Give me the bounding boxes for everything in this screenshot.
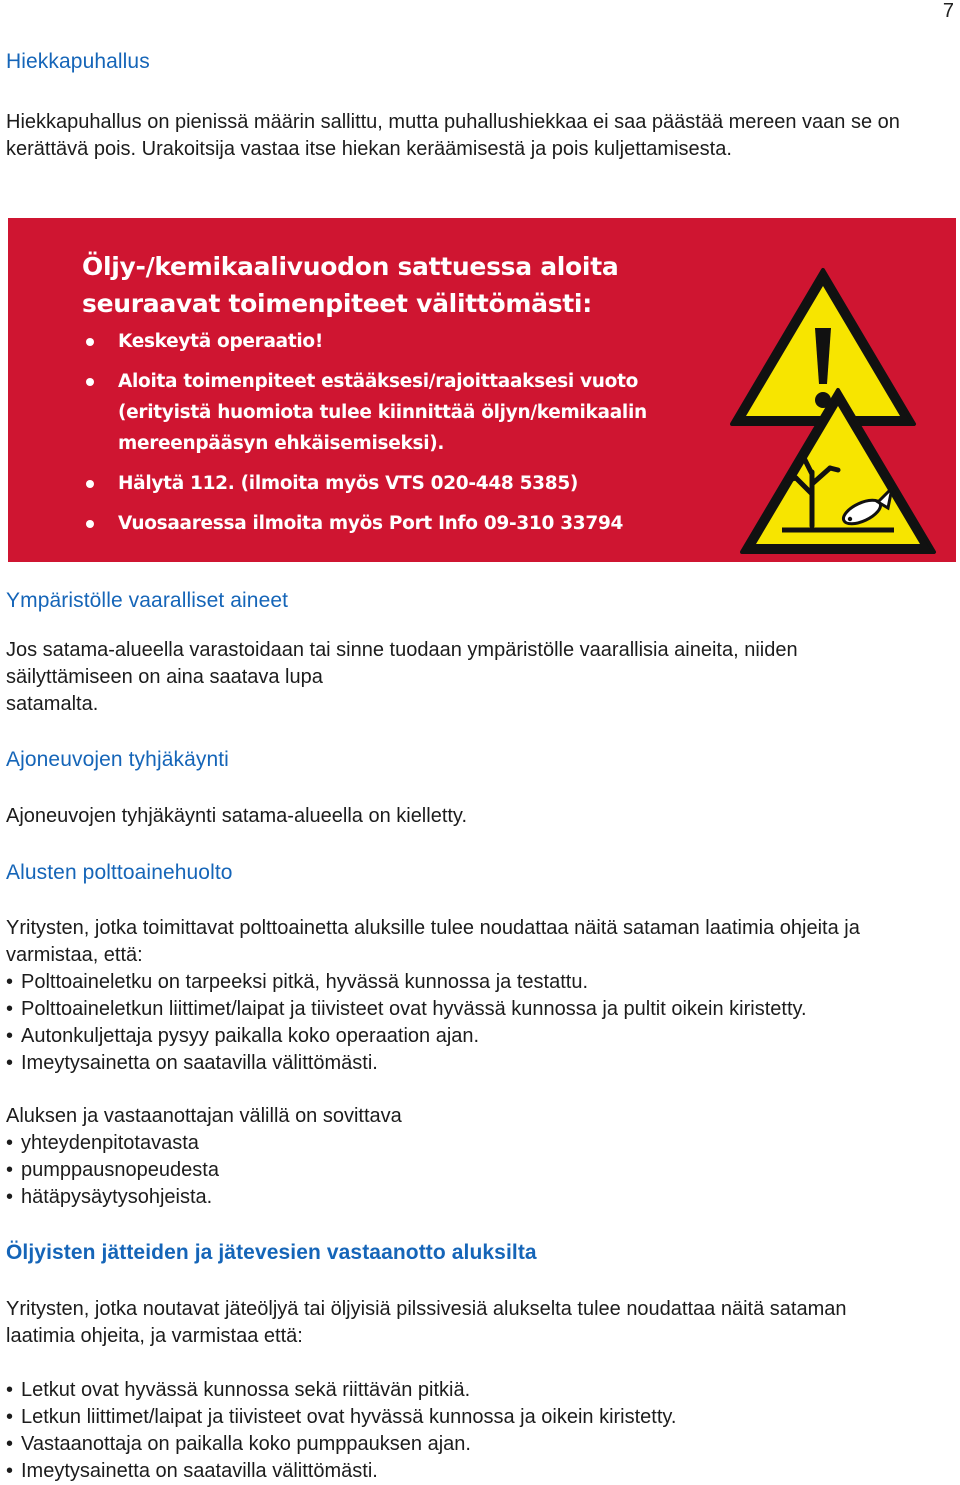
section-text-tyhjakaynti: Ajoneuvojen tyhjäkäynti satama-alueella on kielletty. bbox=[6, 805, 468, 827]
banner-title bbox=[82, 248, 618, 322]
section-intro-polttoainehuolto: Yritysten, jotka toimittavat polttoainetta aluksille tulee noudattaa näitä sataman laatimia ohjeita ja varmistaa, että: bbox=[6, 917, 860, 966]
list-item: • Polttoaineletkun liittimet/laipat ja tiivisteet ovat hyvässä kunnossa ja pultit oikein kiristetty. bbox=[6, 996, 954, 1023]
section-text-ymparistolle bbox=[6, 637, 954, 718]
list-item: • Polttoaineletku on tarpeeksi pitkä, hyvässä kunnossa ja testattu. bbox=[6, 969, 954, 996]
list-item: • pumppausnopeudesta bbox=[6, 1157, 954, 1184]
section-heading-polttoainehuolto: Alusten polttoainehuolto bbox=[6, 861, 233, 884]
text-line: säilyttämiseen on aina saatava lupa bbox=[6, 666, 323, 688]
text-line: Jos satama-alueella varastoidaan tai sinne tuodaan ympäristölle vaarallisia aineita, niiden bbox=[6, 639, 798, 661]
section-heading-hiekkapuhallus: Hiekkapuhallus bbox=[6, 50, 150, 73]
banner-item: Hälytä 112. (ilmoita myös VTS 020-448 5385) bbox=[82, 468, 722, 499]
list-item: • hätäpysäytysohjeista. bbox=[6, 1184, 954, 1211]
banner-title-line-2: seuraavat toimenpiteet välittömästi: bbox=[82, 289, 592, 318]
list-item: • Imeytysainetta on saatavilla välittömästi. bbox=[6, 1050, 954, 1077]
banner-title-line-1: Öljy-/kemikaalivuodon sattuessa aloita bbox=[82, 252, 619, 281]
page-number: 7 bbox=[942, 0, 954, 22]
section-intro2-polttoainehuolto: Aluksen ja vastaanottajan välillä on sovittava bbox=[6, 1105, 402, 1127]
banner-instruction-list bbox=[82, 326, 722, 548]
list-item: • Autonkuljettaja pysyy paikalla koko operaation ajan. bbox=[6, 1023, 954, 1050]
agreement-list bbox=[6, 1130, 954, 1211]
list-item: • Vastaanottaja on paikalla koko pumppauksen ajan. bbox=[6, 1431, 954, 1458]
banner-item: Vuosaaressa ilmoita myös Port Info 09-310 33794 bbox=[82, 508, 722, 539]
environmental-hazard-sign-icon bbox=[738, 386, 938, 556]
list-item: • Imeytysainetta on saatavilla välittömästi. bbox=[6, 1458, 954, 1485]
waste-reception-requirements-list bbox=[6, 1377, 954, 1485]
section-heading-ymparistolle: Ympäristölle vaaralliset aineet bbox=[6, 589, 289, 612]
section-heading-tyhjakaynti: Ajoneuvojen tyhjäkäynti bbox=[6, 748, 229, 771]
section-heading-jatteiden-vastaanotto: Öljyisten jätteiden ja jätevesien vastaanotto aluksilta bbox=[6, 1241, 537, 1264]
list-item: • yhteydenpitotavasta bbox=[6, 1130, 954, 1157]
banner-item: Keskeytä operaatio! bbox=[82, 326, 722, 357]
fueling-requirements-list bbox=[6, 969, 954, 1077]
oil-spill-warning-banner bbox=[8, 218, 956, 562]
section-intro-jatteiden-vastaanotto: Yritysten, jotka noutavat jäteöljyä tai öljyisiä pilssivesiä alukselta tulee noudattaa näitä sataman laatimia ohjeita, ja varmistaa että: bbox=[6, 1298, 847, 1347]
section-text-hiekkapuhallus: Hiekkapuhallus on pienissä määrin sallittu, mutta puhallushiekkaa ei saa päästää mereen vaan se on kerättävä pois. Urakoitsija vastaa itse hiekan keräämisestä ja pois kuljettamisesta. bbox=[6, 111, 900, 160]
list-item: • Letkun liittimet/laipat ja tiivisteet ovat hyvässä kunnossa ja oikein kiristetty. bbox=[6, 1404, 954, 1431]
text-line: satamalta. bbox=[6, 693, 99, 715]
list-item: • Letkut ovat hyvässä kunnossa sekä riittävän pitkiä. bbox=[6, 1377, 954, 1404]
banner-item: Aloita toimenpiteet estääksesi/rajoittaaksesi vuoto (erityistä huomiota tulee kiinnittää öljyn/kemikaalin mereenpääsyn ehkäisemiseksi). bbox=[82, 366, 722, 459]
